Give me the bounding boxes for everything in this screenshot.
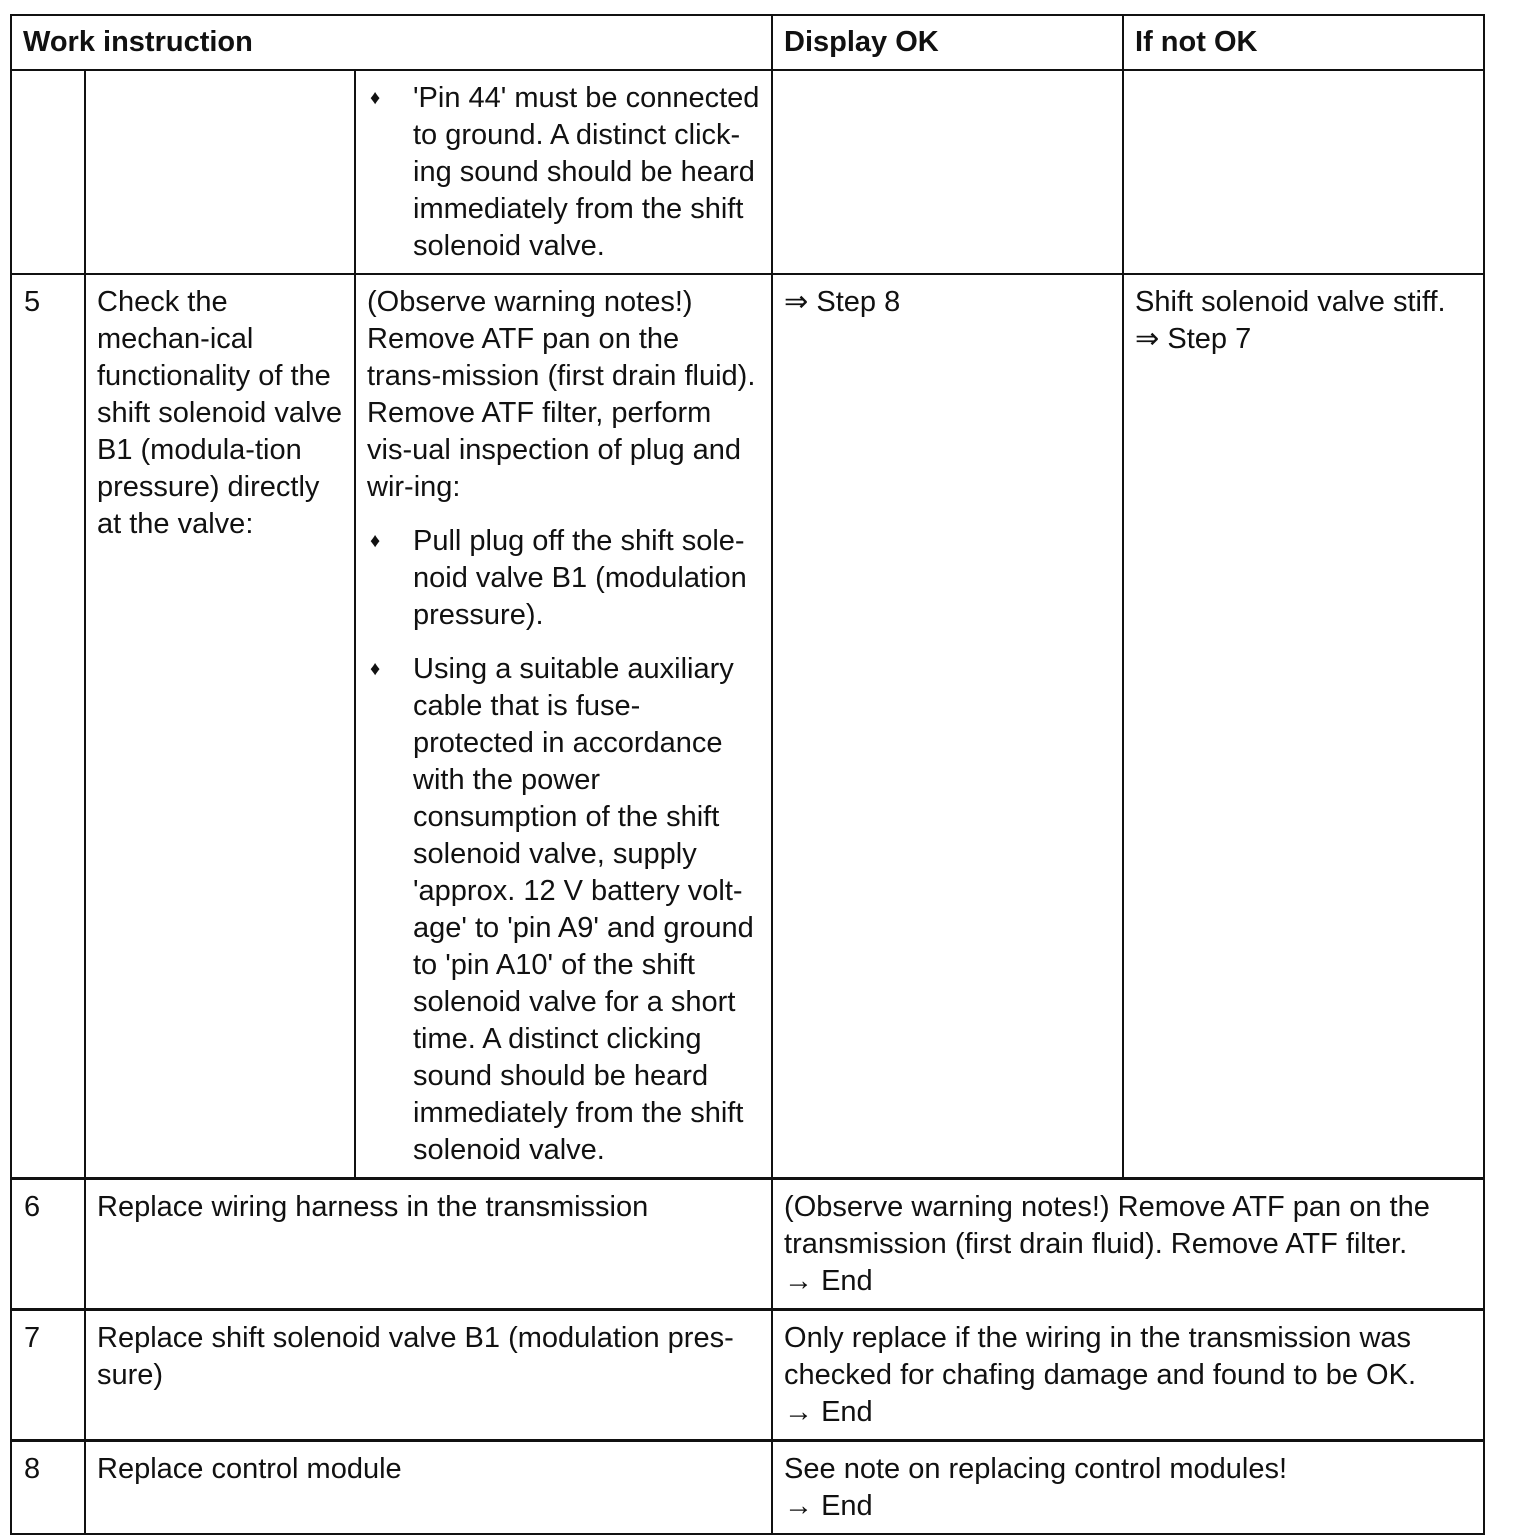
header-if-not-ok: If not OK: [1123, 15, 1484, 70]
table-row-step-6: [11, 1179, 1484, 1310]
end-link: → End: [784, 1265, 873, 1297]
diamond-bullet-icon: ♦: [370, 87, 381, 109]
header-row: [11, 15, 1484, 70]
note-text: See note on replacing control modules!: [784, 1453, 1288, 1485]
display-ok-cell: [772, 274, 1123, 1179]
not-ok-cell: [1123, 274, 1484, 1179]
list-item-text: Using a suitable auxiliary cable that is fuse-protected in accordance with the power consumption of the shift solenoid valve, supply 'approx. 12 V battery volt-age' to 'pin A9' and ground to 'pin A10' of the shift solenoid valve for a short time. A distinct clicking sound should be heard immediately from the shift solenoid valve.: [413, 653, 754, 1166]
instruction-cell: Replace control module: [85, 1441, 772, 1535]
instruction-cell: Replace wiring harness in the transmission: [85, 1179, 772, 1310]
list-item: [367, 80, 761, 265]
step-number: 8: [11, 1441, 85, 1535]
table-row-step-7: [11, 1310, 1484, 1441]
display-ok-cell: [772, 70, 1123, 274]
end-link: → End: [784, 1490, 873, 1522]
not-ok-link: ⇒ Step 7: [1135, 323, 1252, 355]
note-cell: [772, 1179, 1484, 1310]
work-instruction-table: [10, 14, 1485, 1535]
step-number: 5: [11, 274, 85, 1179]
note-cell: [772, 1310, 1484, 1441]
diamond-bullet-icon: ♦: [370, 530, 381, 552]
procedure-intro: (Observe warning notes!) Remove ATF pan on the trans-mission (first drain fluid). Remove ATF filter, perform vis-ual inspection of plug and wir-ing:: [367, 286, 756, 503]
header-display-ok: Display OK: [772, 15, 1123, 70]
list-item: [367, 651, 761, 1169]
table-row-step-5: [11, 274, 1484, 1179]
end-link: → End: [784, 1396, 873, 1428]
display-ok-link: ⇒ Step 8: [784, 286, 901, 318]
procedure-cell: [355, 274, 772, 1179]
not-ok-text: Shift solenoid valve stiff.: [1135, 286, 1446, 318]
check-description: Check the mechan-ical functionality of the shift solenoid valve B1 (modula-tion pressure) directly at the valve:: [85, 274, 355, 1179]
note-text: Only replace if the wiring in the transmission was checked for chafing damage and found to be OK.: [784, 1322, 1417, 1391]
check-cell: [85, 70, 355, 274]
step-number-cell: [11, 70, 85, 274]
procedure-cell: [355, 70, 772, 274]
list-item-text: 'Pin 44' must be connected to ground. A distinct click-ing sound should be heard immediately from the shift solenoid valve.: [413, 82, 760, 262]
header-work-instruction: Work instruction: [11, 15, 772, 70]
instruction-cell: Replace shift solenoid valve B1 (modulation pres-sure): [85, 1310, 772, 1441]
step-number: 6: [11, 1179, 85, 1310]
list-item: [367, 523, 761, 634]
note-text: (Observe warning notes!) Remove ATF pan on the transmission (first drain fluid). Remove ATF filter.: [784, 1191, 1430, 1260]
note-cell: [772, 1441, 1484, 1535]
diamond-bullet-icon: ♦: [370, 658, 381, 680]
not-ok-cell: [1123, 70, 1484, 274]
step-number: 7: [11, 1310, 85, 1441]
table-row-step-8: [11, 1441, 1484, 1535]
table-row-continuation: [11, 70, 1484, 274]
list-item-text: Pull plug off the shift sole-noid valve B1 (modulation pressure).: [413, 525, 747, 631]
